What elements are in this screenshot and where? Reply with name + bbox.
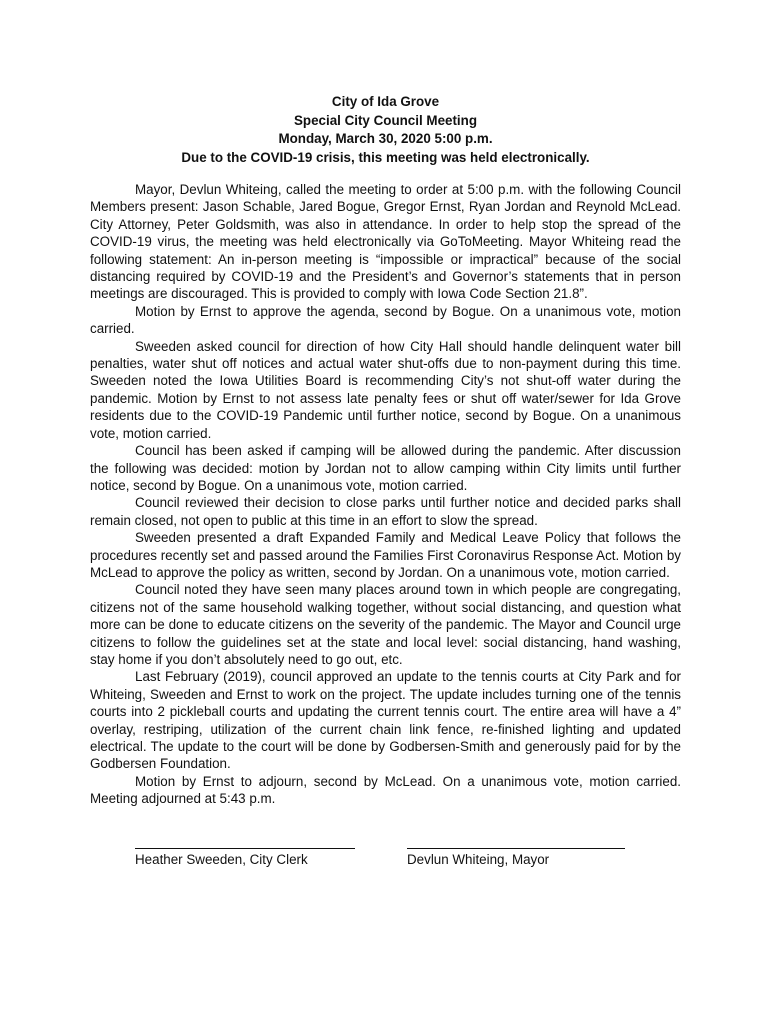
clerk-signature — [135, 848, 355, 868]
document-page — [90, 93, 681, 867]
paragraph-agenda: Motion by Ernst to approve the agenda, second by Bogue. On a unanimous vote, motion carried. — [90, 303, 681, 337]
paragraph-camping: Council has been asked if camping will be allowed during the pandemic. After discussion the following was decided: motion by Jordan not to allow camping within City limits until further notice, second by Bogue. On a unanimous vote, motion carried. — [90, 443, 681, 493]
paragraph-tennis-courts: Last February (2019), council approved an update to the tennis courts at City Park and for Whiteing, Sweeden and Ernst to work on the project. The update includes turning one of the tennis courts into 2 pickleball courts and updating the current tennis court. The entire area will have a 4” overlay, restriping, utilization of the current chain link fence, re-finished lighting and updated electrical. The update to the court will be done by Godbersen-Smith and generously paid for by the Godbersen Foundation. — [90, 669, 681, 772]
meeting-date: Monday, March 30, 2020 5:00 p.m. — [278, 131, 493, 146]
minutes-body — [90, 181, 681, 808]
meeting-type: Special City Council Meeting — [293, 112, 478, 128]
paragraph-social-distancing: Council noted they have seen many places around town in which people are congregating, citizens not of the same household walking together, without social distancing, and question what more can be done to educate citizens on the severity of the pandemic. The Mayor and Council urge citizens to follow the guidelines set at the state and local level: social distancing, hand washing, stay home if you don’t absolutely need to go out, etc. — [90, 582, 681, 667]
mayor-signature-line — [407, 848, 625, 849]
mayor-signature — [407, 848, 625, 868]
city-name: City of Ida Grove — [331, 94, 440, 109]
mayor-name: Devlun Whiteing, Mayor — [407, 852, 550, 867]
paragraph-parks: Council reviewed their decision to close parks until further notice and decided parks shall remain closed, not open to public at this time in an effort to slow the spread. — [90, 495, 681, 528]
paragraph-water-bills: Sweeden asked council for direction of how City Hall should handle delinquent water bill penalties, water shut off notices and actual water shut-offs due to non-payment during this time. Sweeden noted the Iowa Utilities Board is recommending City’s not shut-off water during the pandemic. Motion by Ernst to not assess late penalty fees or shut off water/sewer for Ida Grove residents due to the COVID-19 Pandemic until further notice, second by Bogue. On a unanimous vote, motion carried. — [90, 338, 681, 441]
clerk-signature-line — [135, 848, 355, 849]
clerk-name: Heather Sweeden, City Clerk — [135, 852, 308, 867]
paragraph-leave-policy: Sweeden presented a draft Expanded Family and Medical Leave Policy that follows the procedures recently set and passed around the Families First Coronavirus Response Act. Motion by McLead to approve the policy as written, second by Jordan. On a unanimous vote, motion carried. — [90, 530, 681, 580]
signature-block — [135, 848, 655, 888]
document-header — [90, 93, 681, 167]
paragraph-adjourn: Motion by Ernst to adjourn, second by McLead. On a unanimous vote, motion carried. Meeting adjourned at 5:43 p.m. — [90, 773, 681, 807]
paragraph-call-to-order: Mayor, Devlun Whiteing, called the meeting to order at 5:00 p.m. with the following Council Members present: Jason Schable, Jared Bogue, Gregor Ernst, Ryan Jordan and Reynold McLead. City Attorney, Peter Goldsmith, was also in attendance. In order to help stop the spread of the COVID-19 virus, the meeting was held electronically via GoToMeeting. Mayor Whiteing read the following statement: An in-person meeting is “impossible or impractical” because of the social distancing required by COVID-19 and the President’s and Governor’s statements that in person meetings are discouraged. This is provided to comply with Iowa Code Section 21.8”. — [90, 182, 681, 302]
meeting-note: Due to the COVID-19 crisis, this meeting was held electronically. — [181, 149, 590, 165]
